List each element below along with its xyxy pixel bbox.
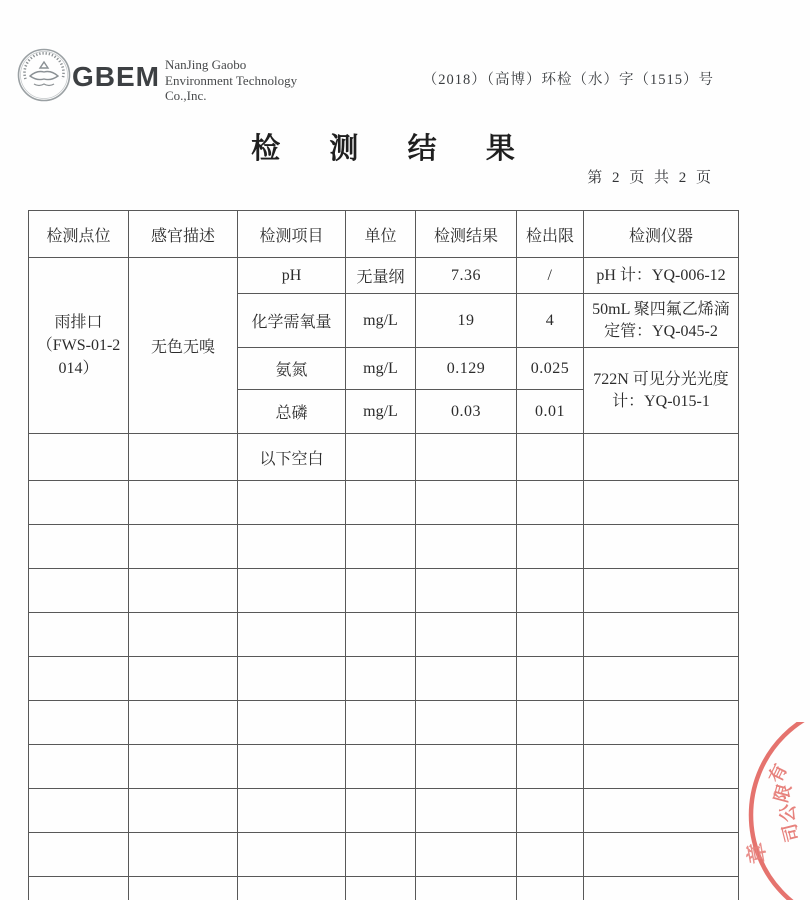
empty-cell — [238, 569, 346, 613]
empty-cell — [29, 877, 129, 900]
limit-cell: 0.01 — [517, 390, 584, 434]
empty-cell — [584, 701, 739, 745]
table-row-empty — [29, 657, 739, 701]
limit-cell: / — [517, 258, 584, 294]
result-cell: 19 — [416, 294, 517, 348]
empty-cell — [416, 701, 517, 745]
empty-cell — [129, 657, 238, 701]
empty-cell — [29, 569, 129, 613]
empty-cell — [129, 745, 238, 789]
result-cell: 0.129 — [416, 348, 517, 390]
empty-cell — [416, 481, 517, 525]
table-row-empty — [29, 569, 739, 613]
empty-cell — [346, 657, 416, 701]
item-cell: 化学需氧量 — [238, 294, 346, 348]
col-header-result: 检测结果 — [416, 211, 517, 258]
empty-cell — [129, 701, 238, 745]
empty-cell — [346, 613, 416, 657]
empty-cell — [584, 569, 739, 613]
item-cell: pH — [238, 258, 346, 294]
empty-cell — [584, 789, 739, 833]
table-row-empty — [29, 745, 739, 789]
company-name-line1: NanJing Gaobo — [165, 57, 247, 72]
table-row-empty — [29, 701, 739, 745]
site-code: （FWS-01-2014） — [36, 337, 121, 377]
empty-cell — [584, 877, 739, 900]
empty-cell — [29, 481, 129, 525]
empty-cell — [517, 877, 584, 900]
empty-cell — [238, 481, 346, 525]
empty-cell — [129, 833, 238, 877]
empty-cell — [416, 434, 517, 481]
table-row-empty — [29, 481, 739, 525]
empty-cell — [346, 525, 416, 569]
company-name-line2: Environment Technology — [165, 72, 298, 88]
page-number: 第 2 页 共 2 页 — [587, 170, 714, 186]
limit-cell: 0.025 — [517, 348, 584, 390]
svg-text:章: 章 — [743, 840, 771, 866]
unit-cell: mg/L — [346, 390, 416, 434]
result-cell: 0.03 — [416, 390, 517, 434]
empty-cell — [346, 745, 416, 789]
document-number: （2018）（高博）环检（水）字（1515）号 — [422, 72, 714, 88]
empty-cell — [29, 745, 129, 789]
empty-cell — [346, 701, 416, 745]
empty-cell — [238, 833, 346, 877]
table-row-empty — [29, 525, 739, 569]
page-title: 检 测 结 果 — [251, 133, 529, 165]
empty-cell — [517, 745, 584, 789]
empty-cell — [238, 877, 346, 900]
sensory-cell: 无色无嗅 — [129, 258, 238, 434]
empty-cell — [584, 657, 739, 701]
empty-cell — [517, 434, 584, 481]
result-cell: 7.36 — [416, 258, 517, 294]
empty-cell — [129, 481, 238, 525]
empty-cell — [346, 434, 416, 481]
col-header-limit: 检出限 — [517, 211, 584, 258]
empty-cell — [584, 613, 739, 657]
svg-text:公: 公 — [777, 803, 799, 823]
empty-cell — [29, 434, 129, 481]
empty-cell — [416, 745, 517, 789]
empty-cell — [517, 613, 584, 657]
empty-cell — [129, 613, 238, 657]
limit-cell: 4 — [517, 294, 584, 348]
empty-cell — [584, 525, 739, 569]
empty-cell — [129, 525, 238, 569]
empty-cell — [129, 877, 238, 900]
blank-note-cell: 以下空白 — [238, 434, 346, 481]
logo-wordmark: GBEM — [72, 61, 160, 92]
table-row-empty — [29, 789, 739, 833]
results-table — [28, 210, 739, 900]
table-header-row — [29, 211, 739, 258]
instrument-cell: 722N 可见分光光度计：YQ-015-1 — [584, 348, 739, 434]
instrument-cell: pH 计：YQ-006-12 — [584, 258, 739, 294]
unit-cell: 无量纲 — [346, 258, 416, 294]
unit-cell: mg/L — [346, 348, 416, 390]
svg-text:有: 有 — [764, 760, 791, 786]
empty-cell — [416, 657, 517, 701]
empty-cell — [346, 569, 416, 613]
table-row-empty — [29, 877, 739, 900]
empty-cell — [238, 657, 346, 701]
svg-text:限: 限 — [770, 781, 795, 805]
table-row-empty — [29, 833, 739, 877]
empty-cell — [129, 789, 238, 833]
empty-cell — [238, 701, 346, 745]
empty-cell — [517, 525, 584, 569]
empty-cell — [346, 481, 416, 525]
empty-cell — [416, 569, 517, 613]
empty-cell — [517, 833, 584, 877]
empty-cell — [29, 701, 129, 745]
empty-cell — [584, 481, 739, 525]
empty-cell — [346, 877, 416, 900]
empty-cell — [346, 789, 416, 833]
empty-cell — [584, 833, 739, 877]
empty-cell — [584, 434, 739, 481]
col-header-sensory: 感官描述 — [129, 211, 238, 258]
empty-cell — [29, 789, 129, 833]
empty-cell — [517, 701, 584, 745]
item-cell: 氨氮 — [238, 348, 346, 390]
empty-cell — [29, 833, 129, 877]
empty-cell — [517, 657, 584, 701]
empty-cell — [416, 525, 517, 569]
empty-cell — [129, 434, 238, 481]
empty-cell — [517, 569, 584, 613]
empty-cell — [416, 613, 517, 657]
empty-cell — [346, 833, 416, 877]
col-header-site: 检测点位 — [29, 211, 129, 258]
empty-cell — [29, 613, 129, 657]
empty-cell — [517, 789, 584, 833]
table-row-ph — [29, 258, 739, 294]
company-name-line3: Co.,Inc. — [165, 88, 207, 103]
empty-cell — [416, 877, 517, 900]
empty-cell — [416, 789, 517, 833]
empty-cell — [129, 569, 238, 613]
col-header-instrument: 检测仪器 — [584, 211, 739, 258]
table-row-blank-note — [29, 434, 739, 481]
empty-cell — [29, 657, 129, 701]
empty-cell — [238, 525, 346, 569]
svg-text:司: 司 — [779, 821, 803, 844]
empty-cell — [238, 789, 346, 833]
instrument-cell: 50mL 聚四氟乙烯滴定管：YQ-045-2 — [584, 294, 739, 348]
empty-cell — [238, 745, 346, 789]
empty-cell — [584, 745, 739, 789]
col-header-unit: 单位 — [346, 211, 416, 258]
item-cell: 总磷 — [238, 390, 346, 434]
table-row-empty — [29, 613, 739, 657]
site-name: 雨排口 — [54, 314, 103, 331]
red-stamp-icon — [728, 722, 810, 900]
site-cell — [29, 258, 129, 434]
unit-cell: mg/L — [346, 294, 416, 348]
empty-cell — [416, 833, 517, 877]
empty-cell — [238, 613, 346, 657]
col-header-item: 检测项目 — [238, 211, 346, 258]
empty-cell — [29, 525, 129, 569]
empty-cell — [517, 481, 584, 525]
